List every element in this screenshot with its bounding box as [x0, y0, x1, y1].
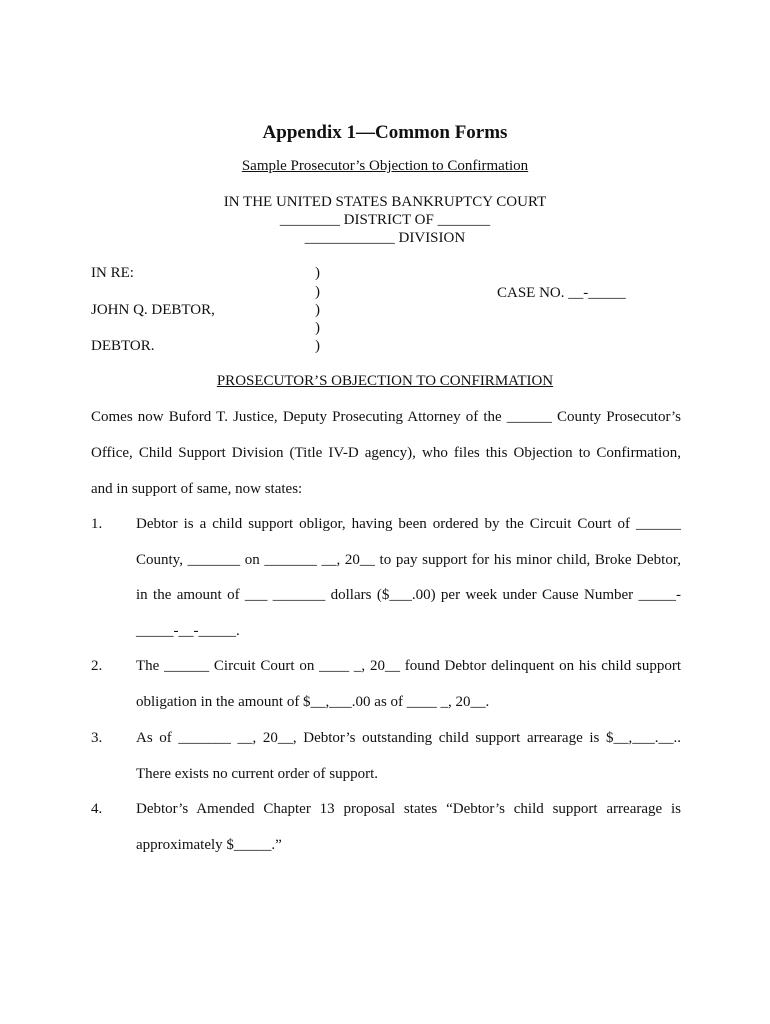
in-re-label: IN RE:	[91, 265, 134, 281]
intro-line: and in support of same, now states:	[91, 481, 303, 497]
item-number: 1.	[91, 516, 103, 532]
caption-paren: )	[315, 320, 320, 336]
item-line: County, _______ on _______ __, 20__ to pay support for his minor child, Broke Debtor,	[136, 552, 681, 568]
intro-line: Office, Child Support Division (Title IV-D agency), who files this Objection to Confirmation,	[91, 445, 681, 461]
item-line: There exists no current order of support.	[136, 766, 379, 782]
case-number: CASE NO. __-_____	[497, 285, 626, 301]
item-line: in the amount of ___ _______ dollars ($___.00) per week under Cause Number _____-	[136, 587, 681, 603]
caption-paren: )	[315, 265, 320, 281]
item-line: Debtor’s Amended Chapter 13 proposal states “Debtor’s child support arrearage is	[136, 801, 681, 817]
debtor-label: DEBTOR.	[91, 338, 155, 354]
page-title: Appendix 1—Common Forms	[262, 122, 508, 143]
item-line: _____-__-_____.	[136, 623, 240, 639]
court-name: IN THE UNITED STATES BANKRUPTCY COURT	[223, 194, 547, 210]
item-line: As of _______ __, 20__, Debtor’s outstanding child support arrearage is $__,___.__..	[136, 730, 681, 746]
item-line: obligation in the amount of $__,___.00 as of ____ _, 20__.	[136, 694, 490, 710]
item-number: 3.	[91, 730, 103, 746]
item-number: 2.	[91, 658, 103, 674]
page-subtitle: Sample Prosecutor’s Objection to Confirmation	[241, 158, 529, 174]
item-line: Debtor is a child support obligor, having been ordered by the Circuit Court of ______	[136, 516, 681, 532]
item-line: approximately $_____.”	[136, 837, 282, 853]
item-line: The ______ Circuit Court on ____ _, 20__ found Debtor delinquent on his child support	[136, 658, 681, 674]
caption-paren: )	[315, 284, 320, 300]
item-number: 4.	[91, 801, 103, 817]
debtor-name: JOHN Q. DEBTOR,	[91, 302, 215, 318]
objection-heading: PROSECUTOR’S OBJECTION TO CONFIRMATION	[216, 373, 554, 389]
court-district: ________ DISTRICT OF _______	[279, 212, 491, 228]
caption-paren: )	[315, 338, 320, 354]
caption-paren: )	[315, 302, 320, 318]
intro-line: Comes now Buford T. Justice, Deputy Prosecuting Attorney of the ______ County Prosecutor’s	[91, 409, 681, 425]
court-division: ____________ DIVISION	[304, 230, 466, 246]
